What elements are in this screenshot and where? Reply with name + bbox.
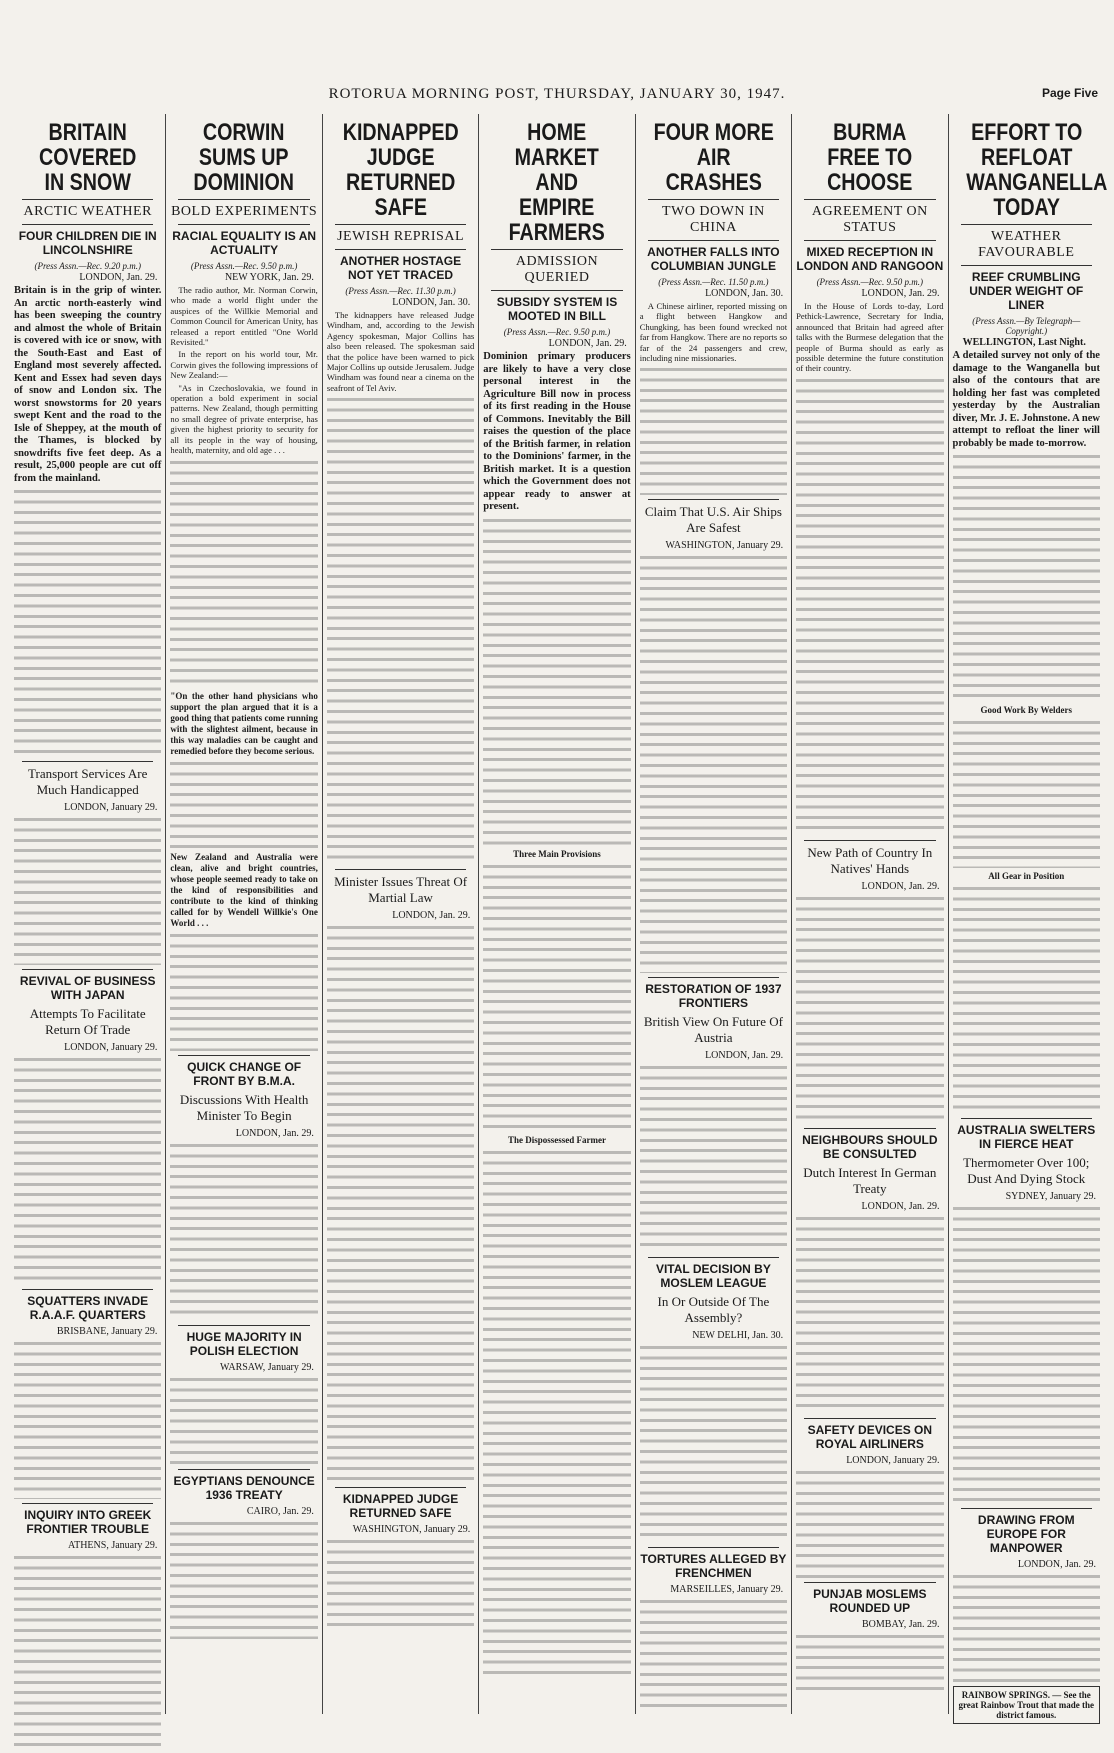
column-7 <box>948 114 1107 1720</box>
deck: JEWISH REPRISAL <box>337 229 464 244</box>
subheadline: Thermometer Over 100; Dust And Dying Stock <box>963 1155 1090 1186</box>
dateline: LONDON, January 29. <box>64 1042 158 1053</box>
dateline: WARSAW, January 29. <box>220 1361 314 1373</box>
dateline: BRISBANE, January 29. <box>56 1326 158 1337</box>
subheadline: FOUR CHILDREN DIE IN LINCOLNSHIRE <box>18 229 157 257</box>
dateline: LONDON, Jan. 29. <box>861 288 940 299</box>
dateline: LONDON, Jan. 29. <box>705 1050 784 1062</box>
credit: (Press Assn.—By Telegraph—Copyright.) <box>972 316 1081 336</box>
subheadline: Transport Services Are Much Handicapped <box>28 766 148 797</box>
dateline: LONDON, Jan. 29. <box>548 338 627 349</box>
credit: (Press Assn.—Rec. 9.50 p.m.) <box>190 261 298 271</box>
dateline: WASHINGTON, January 29. <box>665 540 784 552</box>
page-number: Page Five <box>1041 86 1098 100</box>
headline: DRAWING FROM EUROPE FOR MANPOWER <box>977 1513 1075 1555</box>
credit: (Press Assn.—Rec. 9.20 p.m.) <box>34 261 141 271</box>
headline: EFFORT TO REFLOAT WANGANELLA TODAY <box>965 119 1107 221</box>
dateline: CAIRO, Jan. 29. <box>246 1505 314 1517</box>
headline: NEIGHBOURS SHOULD BE CONSULTED <box>802 1132 938 1161</box>
headline: RESTORATION OF 1937 FRONTIERS <box>645 982 782 1011</box>
headline: QUICK CHANGE OF FRONT BY B.M.A. <box>187 1059 302 1088</box>
deck: WEATHER FAVOURABLE <box>978 229 1075 260</box>
dateline: SYDNEY, January 29. <box>1005 1191 1096 1202</box>
lead-paragraph: A detailed survey not only of the damage to the Wanganella but also of the contours that are holding her fast was completed yesterday by the Australian diver, Mr. J. E. Johnstone. A new attempt to refloat the liner will probably be made to-morrow. <box>952 350 1100 449</box>
section-heading: Good Work By Welders <box>980 705 1072 715</box>
paragraph: A Chinese airliner, reported missing on a flight between Hangkow and Chungking, has been found wrecked not far from Hangkow. There are no reports so far of the 24 passengers and crew, including nine missionaries. <box>639 301 788 364</box>
headline: FOUR MORE AIR CRASHES <box>653 119 774 196</box>
credit: (Press Assn.—Rec. 11.50 p.m.) <box>658 277 769 287</box>
dateline: LONDON, Jan. 30. <box>392 297 471 308</box>
dateline: LONDON, Jan. 29. <box>392 910 471 922</box>
headline: PUNJAB MOSLEMS ROUNDED UP <box>813 1586 927 1615</box>
headline: HUGE MAJORITY IN POLISH ELECTION <box>186 1329 302 1358</box>
deck: AGREEMENT ON STATUS <box>811 204 928 235</box>
dateline: LONDON, Jan. 29. <box>235 1127 314 1139</box>
dateline: NEW DELHI, Jan. 30. <box>692 1330 784 1342</box>
paragraph: "As in Czechoslovakia, we found in operation a bold experiment in social patterns. New Zealand, though permitting no small degree of private enterprise, has given the highest priority to security for all its people in the way of housing, health, maternity, and old age . . . <box>170 382 318 456</box>
subheadline: REEF CRUMBLING UNDER WEIGHT OF LINER <box>969 270 1084 312</box>
dateline: LONDON, Jan. 29. <box>1017 1559 1096 1570</box>
section-heading: Three Main Provisions <box>513 848 601 859</box>
headline: SAFETY DEVICES ON ROYAL AIRLINERS <box>807 1422 933 1451</box>
lead-paragraph: Dominion primary producers are likely to have a very close personal interest in the Agriculture Bill now in process of its first reading in the House of Commons. Inevitably the Bill raises the question of the place of the British farmer, in relation to the Dominions' farmer, in the British market. It is a question which the Government does not appear ready to answer at present. <box>483 351 631 512</box>
dateline: LONDON, Jan. 29. <box>861 880 940 892</box>
subheadline: Minister Issues Threat Of Martial Law <box>334 874 468 906</box>
headline: EGYPTIANS DENOUNCE 1936 TREATY <box>173 1473 315 1502</box>
section-heading: The Dispossessed Farmer <box>507 1134 606 1145</box>
dateline: NEW YORK, Jan. 29. <box>224 272 314 283</box>
headline: AUSTRALIA SWELTERS IN FIERCE HEAT <box>957 1123 1096 1151</box>
subheadline: Dutch Interest In German Treaty <box>803 1164 937 1196</box>
section-heading: All Gear in Position <box>988 871 1065 881</box>
column-6 <box>791 114 947 1714</box>
subheadline: SUBSIDY SYSTEM IS MOOTED IN BILL <box>496 295 618 323</box>
columns <box>10 114 1107 1720</box>
column-4 <box>478 114 634 1714</box>
dateline: LONDON, January 29. <box>64 802 158 813</box>
subheadline: In Or Outside Of The Assembly? <box>657 1294 770 1326</box>
headline: INQUIRY INTO GREEK FRONTIER TROUBLE <box>24 1508 152 1536</box>
dateline: WELLINGTON, Last Night. <box>962 337 1086 348</box>
headline: REVIVAL OF BUSINESS WITH JAPAN <box>19 974 156 1002</box>
paragraph: The kidnappers have released Judge Windham, and, according to the Jewish Agency spokesman, Major Collins has also been released. The spokesman said that the police have been warned to pick Major Collins up outside Jerusalem. Judge Windham was found near a cinema on the seafront of Tel Aviv. <box>326 310 475 393</box>
headline: HOME MARKET AND EMPIRE FARMERS <box>508 119 606 246</box>
paragraph: In the House of Lords to-day, Lord Pethick-Lawrence, Secretary for India, announced that Britain had agreed after talks with the Burmese delegation that the people of Burma should as early as possible determine the future constitution of their country. <box>796 301 944 374</box>
subheadline: New Path of Country In Natives' Hands <box>807 844 933 876</box>
subheadline: Claim That U.S. Air Ships Are Safest <box>644 504 782 536</box>
bold-quote: "On the other hand physicians who support the plan argued that it is a good thing that patients come running with the slightest ailment, because in this way maladies can be caught and remedied before they become serious. <box>170 690 318 756</box>
masthead <box>10 8 1104 114</box>
subheadline: RACIAL EQUALITY IS AN ACTUALITY <box>172 229 317 257</box>
headline: VITAL DECISION BY MOSLEM LEAGUE <box>655 1262 771 1291</box>
deck: ADMISSION QUERIED <box>515 254 599 285</box>
advertisement: RAINBOW SPRINGS. — See the great Rainbow Trout that made the district famous. <box>953 1686 1100 1724</box>
deck: ARCTIC WEATHER <box>23 204 152 219</box>
dateline: MARSEILLES, January 29. <box>670 1584 784 1596</box>
column-5 <box>635 114 791 1714</box>
column-2 <box>165 114 321 1714</box>
dateline: LONDON, Jan. 30. <box>705 288 784 299</box>
column-3 <box>322 114 478 1714</box>
column-1 <box>10 114 165 1714</box>
paragraph: In the report on his world tour, Mr. Corwin gives the following impressions of New Zealand:— <box>170 349 318 381</box>
headline: SQUATTERS INVADE R.A.A.F. QUARTERS <box>27 1294 149 1322</box>
deck: TWO DOWN IN CHINA <box>662 204 765 235</box>
dateline: LONDON, January 29. <box>846 1454 940 1466</box>
dateline: LONDON, Jan. 29. <box>79 272 158 283</box>
headline: BURMA FREE TO CHOOSE <box>827 119 913 196</box>
bold-quote: New Zealand and Australia were clean, alive and bright countries, whose people seemed ready to take on the kind of responsibilities and contribute to the kind of thinking called for by Wendell Willkie's One World . . . <box>170 851 318 928</box>
subheadline: Discussions With Health Minister To Begin <box>179 1091 309 1123</box>
dateline: BOMBAY, Jan. 29. <box>862 1618 940 1630</box>
credit: (Press Assn.—Rec. 11.30 p.m.) <box>345 286 456 296</box>
lead-paragraph: Britain is in the grip of winter. An arctic north-easterly wind has been sweeping the country and almost the whole of Britain is covered with ice or snow, with the South-East and East of England most severely affected. Kent and Essex had seven days of snow and London six. The worst snowstorms for 20 years swept Kent and the road to the Isle of Sheppey, at the mouth of the Thames, is blocked by snowdrifts five feet deep. As a result, 25,000 people are cut off from the mainland. <box>14 285 162 484</box>
paragraph: The radio author, Mr. Norman Corwin, who made a world flight under the auspices of the Willkie Memorial and Common Council for American Unity, has released a report entitled "One World Revisited." <box>170 285 318 348</box>
headline: BRITAIN COVERED IN SNOW <box>39 119 137 196</box>
headline: KIDNAPPED JUDGE RETURNED SAFE <box>342 119 459 221</box>
subheadline: ANOTHER FALLS INTO COLUMBIAN JUNGLE <box>647 245 780 273</box>
dateline: LONDON, Jan. 29. <box>861 1200 940 1212</box>
subheadline: MIXED RECEPTION IN LONDON AND RANGOON <box>796 245 944 273</box>
subheadline: Attempts To Facilitate Return Of Trade <box>29 1006 146 1037</box>
dateline: WASHINGTON, January 29. <box>352 1524 471 1536</box>
dateline: ATHENS, January 29. <box>67 1540 158 1551</box>
headline: TORTURES ALLEGED BY FRENCHMEN <box>640 1552 787 1581</box>
headline: CORWIN SUMS UP DOMINION <box>193 119 295 196</box>
subheadline: British View On Future Of Austria <box>643 1014 783 1046</box>
deck: BOLD EXPERIMENTS <box>171 204 318 219</box>
headline: KIDNAPPED JUDGE RETURNED SAFE <box>342 1492 459 1521</box>
credit: (Press Assn.—Rec. 9.50 p.m.) <box>503 327 611 337</box>
masthead-title: ROTORUA MORNING POST, THURSDAY, JANUARY 30, 1947. <box>328 86 786 102</box>
subheadline: ANOTHER HOSTAGE NOT YET TRACED <box>339 254 462 282</box>
credit: (Press Assn.—Rec. 9.50 p.m.) <box>816 277 924 287</box>
